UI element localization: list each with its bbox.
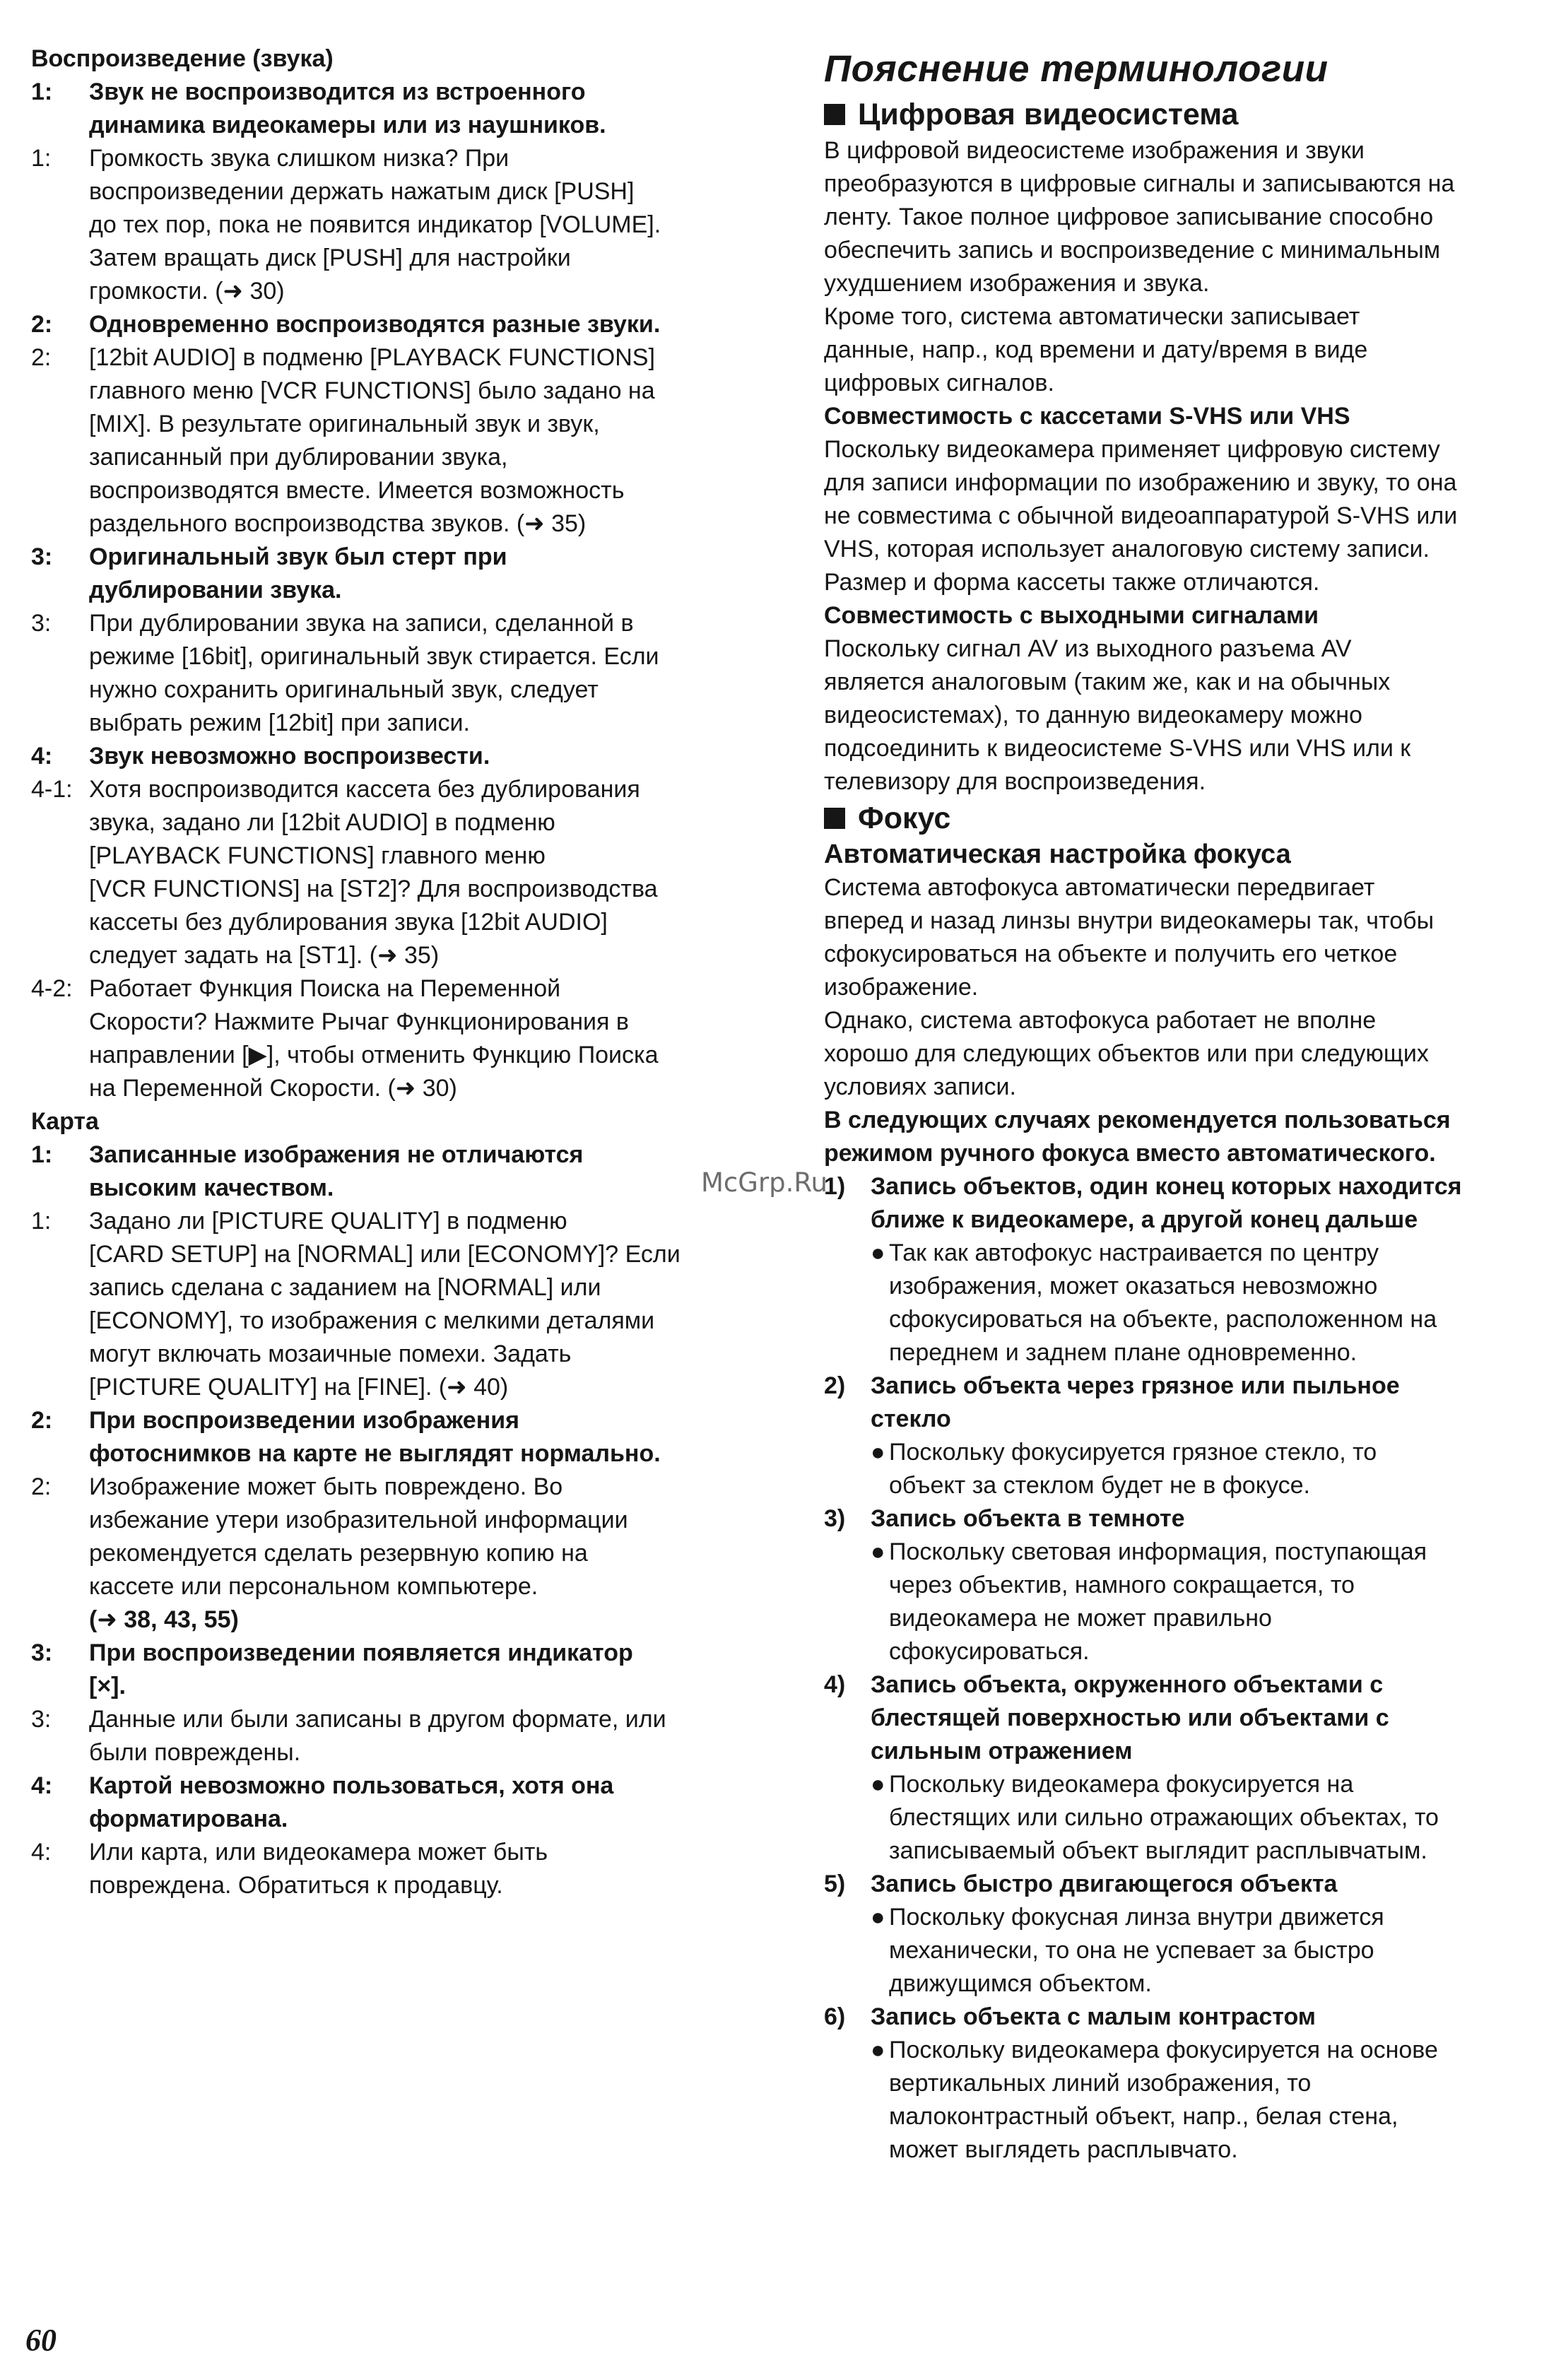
- card-3-title: 3: При воспроизведении появляется индикатор [×].: [31, 1639, 633, 1699]
- section-focus: Фокус: [824, 800, 1538, 837]
- trouble-3-answer: 3: При дублировании звука на записи, сделанной в режиме [16bit], оригинальный звук стирается. Если нужно сохранить оригинальный звук, следует выбрать режим [12bit] при записи.: [31, 610, 659, 736]
- watermark: McGrp.Ru: [701, 1167, 827, 1198]
- bullet-icon: ●: [871, 1239, 885, 1266]
- subheading-output-compat: Совместимость с выходными сигналами: [824, 602, 1319, 629]
- square-bullet-icon: [824, 808, 845, 829]
- focus-case-4-bullet: ● Поскольку видеокамера фокусируется на блестящих или сильно отражающих объектах, то записываемый объект выглядит расплывчатым.: [824, 1768, 1538, 1868]
- bullet-icon: ●: [871, 1904, 885, 1931]
- bullet-icon: ●: [871, 1771, 885, 1798]
- left-column: [31, 42, 752, 1902]
- card-1-answer: 1: Задано ли [PICTURE QUALITY] в подменю [CARD SETUP] на [NORMAL] или [ECONOMY]? Если запись сделана с заданием на [NORMAL] или [ECONOMY], то изображения с мелкими деталями могут включать мозаичные помехи. Задать [PICTURE QUALITY] на [FINE]. (➜ 40): [31, 1208, 681, 1401]
- square-bullet-icon: [824, 104, 845, 125]
- section-digital-video: Цифровая видеосистема: [824, 96, 1538, 133]
- card-2-answer: 2: Изображение может быть повреждено. Во избежание утери изобразительной информации рекомендуется сделать резервную копию на кассете или персональном компьютере. (➜ 38, 43, 55): [31, 1471, 752, 1637]
- bullet-icon: ●: [871, 1439, 885, 1466]
- trouble-2-answer: 2: [12bit AUDIO] в подменю [PLAYBACK FUNCTIONS] главного меню [VCR FUNCTIONS] было задано на [MIX]. В результате оригинальный звук и звук, записанный при дублировании звука, воспроизводятся вместе. Имеется возможность раздельного воспроизводства звуков. (➜ 35): [31, 344, 655, 537]
- card-3-answer: 3: Данные или были записаны в другом формате, или были повреждены.: [31, 1706, 666, 1766]
- section-heading-card: Карта: [31, 1108, 99, 1135]
- page-title: Пояснение терминологии: [824, 48, 1329, 90]
- focus-case-3-bullet: ● Поскольку световая информация, поступающая через объектив, намного сокращается, то видеокамера не может правильно сфокусироваться.: [824, 1536, 1538, 1668]
- trouble-1-answer: 1: Громкость звука слишком низка? При воспроизведении держать нажатым диск [PUSH] до тех пор, пока не появится индикатор [VOLUME]. Затем вращать диск [PUSH] для настройки громкости. (➜ 30): [31, 145, 661, 305]
- focus-case-5: 5) Запись быстро двигающегося объекта: [824, 1871, 1338, 1897]
- focus-case-1-bullet: ● Так как автофокус настраивается по центру изображения, может оказаться невозможно сфокусироваться на объекте, расположенном на переднем и заднем плане одновременно.: [824, 1237, 1538, 1369]
- section-heading-sound: Воспроизведение (звука): [31, 45, 334, 72]
- bullet-icon: ●: [871, 1538, 885, 1565]
- card-4-title: 4: Картой невозможно пользоваться, хотя она форматирована.: [31, 1772, 614, 1832]
- trouble-4-1-answer: 4-1: Хотя воспроизводится кассета без дублирования звука, задано ли [12bit AUDIO] в подменю [PLAYBACK FUNCTIONS] главного меню [VCR FUNCTIONS] на [ST2]? Для воспроизводства кассеты без дублирования звука [12bit AUDIO] следует задать на [ST1]. (➜ 35): [31, 776, 658, 969]
- trouble-2-title: 2: Одновременно воспроизводятся разные звуки.: [31, 311, 661, 338]
- trouble-4-title: 4: Звук невозможно воспроизвести.: [31, 743, 490, 770]
- card-4-answer: 4: Или карта, или видеокамера может быть повреждена. Обратиться к продавцу.: [31, 1839, 548, 1899]
- right-column: Пояснение терминологии Цифровая видеосистема В цифровой видеосистеме изображения и звуки преобразуются в цифровые сигналы и записываются на ленту. Такое полное цифровое записывание способно обеспечить запись и воспроизведение с минимальным ухудшением изображения и звука. Кроме того, система автоматически записывает данные, напр., код времени и дату/время в виде цифровых сигналов. Совместимость с кассетами S-VHS или VHS Поскольку видеокамера применяет цифровую систему для записи информации по изображению и звуку, то она не совместима с обычной видеоаппаратурой S-VHS или VHS, которая использует аналоговую систему записи. Размер и форма кассеты также отличаются. Совместимость с выходными сигналами Поскольку сигнал AV из выходного разъема AV является аналоговым (таким же, как и на обычных видеосистемах), то данную видеокамеру можно подсоединить к видеосистеме S-VHS или VHS или к телевизору для воспроизведения. Фокус Автоматическая настройка фокуса Система автофокуса автоматически передвигает вперед и назад линзы внутри видеокамеры так, чтобы сфокусироваться на объекте и получить его четкое изображение. Однако, система автофокуса работает не вполне хорошо для следующих объектов или при следующих условиях записи. В следующих случаях рекомендуется пользоваться режимом ручного фокуса вместо автоматического. 1) Запись объектов, один конец которых находится ближе к видеокамере, а другой конец дальше ● Так как автофокус настраивается по центру изображения, может оказаться невозможно сфокусироваться на объекте, расположенном на переднем и заднем плане одновременно. 2) Запись объекта через грязное или пыльное стекло ● Поскольку фокусируется грязное стекло, то объект за стеклом будет не в фокусе. 3) Запись объекта в темноте ● Поскольку световая информация, поступающая через объектив, намного сокращается, то видеокамера не может правильно сфокусироваться. 4) Запись объекта, окруженного объектами с блестящей поверхностью или объектами с сильным отражением ● Поскольку видеокамера фокусируется на блестящих или сильно отражающих объектах, то записываемый объект выглядит расплывчатым. 5) Запись быстро двигающегося объекта ● Поскольку фокусная линза внутри движется механически, то она не успевает за быстро движущимся объектом. 6) Запись объекта с малым контрастом ● Поскольку видеокамера фокусируется на основе вертикальных линий изображения, то малоконтрастный объект, напр., белая стена, может выглядеть расплывчато.: [824, 42, 1538, 2167]
- page-reference: (➜ 38, 43, 55): [89, 1606, 239, 1633]
- manual-focus-recommendation: В следующих случаях рекомендуется пользоваться: [824, 1107, 1451, 1133]
- subheading-vhs-compat: Совместимость с кассетами S-VHS или VHS: [824, 403, 1350, 430]
- bullet-icon: ●: [871, 2037, 885, 2063]
- card-2-title: 2: При воспроизведении изображения фотоснимков на карте не выглядят нормально.: [31, 1407, 661, 1467]
- focus-case-1: 1) Запись объектов, один конец которых находится ближе к видеокамере, а другой конец дальше: [824, 1173, 1462, 1233]
- focus-case-6: 6) Запись объекта с малым контрастом: [824, 2003, 1316, 2030]
- trouble-3-title: 3: Оригинальный звук был стерт при дублировании звука.: [31, 543, 507, 603]
- focus-case-3: 3) Запись объекта в темноте: [824, 1505, 1185, 1532]
- card-1-title: 1: Записанные изображения не отличаются высоким качеством.: [31, 1141, 584, 1201]
- focus-case-5-bullet: ● Поскольку фокусная линза внутри движется механически, то она не успевает за быстро движущимся объектом.: [824, 1901, 1538, 2001]
- page-number: 60: [25, 2323, 57, 2357]
- trouble-1-title: 1: Звук не воспроизводится из встроенного динамика видеокамеры или из наушников.: [31, 78, 606, 139]
- focus-case-4: 4) Запись объекта, окруженного объектами с блестящей поверхностью или объектами с сильным отражением: [824, 1671, 1389, 1765]
- focus-case-2: 2) Запись объекта через грязное или пыльное стекло: [824, 1372, 1400, 1432]
- subheading-autofocus: Автоматическая настройка фокуса: [824, 840, 1291, 869]
- focus-case-6-bullet: ● Поскольку видеокамера фокусируется на основе вертикальных линий изображения, то малоконтрастный объект, напр., белая стена, может выглядеть расплывчато.: [824, 2034, 1538, 2167]
- trouble-4-2-answer: 4-2: Работает Функция Поиска на Переменной Скорости? Нажмите Рычаг Функционирования в направлении [▶], чтобы отменить Функцию Поиска на Переменной Скорости. (➜ 30): [31, 975, 659, 1102]
- focus-case-2-bullet: ● Поскольку фокусируется грязное стекло, то объект за стеклом будет не в фокусе.: [824, 1436, 1538, 1502]
